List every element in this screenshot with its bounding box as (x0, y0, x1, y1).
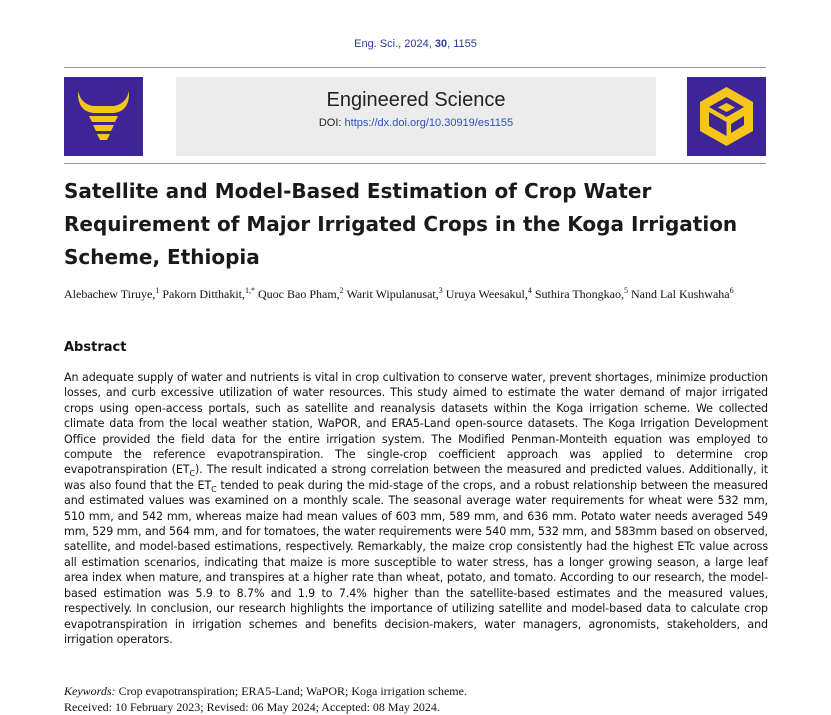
abstract-heading: Abstract (64, 340, 127, 355)
journal-name: Engineered Science (326, 89, 506, 111)
keywords-label: Keywords: (64, 684, 116, 698)
citation-prefix: Eng. Sci., 2024, (354, 38, 432, 50)
keywords-line (64, 683, 768, 699)
received-dates: Received: 10 February 2023; Revised: 06 May 2024; Accepted: 08 May 2024. (64, 700, 440, 714)
doi-label: DOI: (318, 117, 345, 129)
journal-logo-right (687, 77, 766, 156)
subscript-c-2: C (211, 485, 217, 495)
keywords-text: Crop evapotranspiration; ERA5-Land; WaPOR; Koga irrigation scheme. (115, 684, 467, 698)
author-list: Alebachew Tiruye,$^1$ Pakorn Ditthakit,$^{1,*}$ Quoc Bao Pham,$^2$ Warit Wipulanusat,$^3$ Uruya Weesakul,$^4$ Suthira Thongkao,$^5$ Nand Lal Kushwaha$^6$ (64, 286, 734, 301)
doi-link[interactable]: https://dx.doi.org/10.30919/es1155 (344, 117, 514, 129)
citation-volume: 30 (434, 38, 448, 50)
citation-article: , 1155 (447, 38, 477, 50)
subscript-c-1: C (189, 469, 195, 479)
bull-logo-icon (64, 77, 143, 156)
abstract-text-3: tended to peak during the mid-stage of the crops, and a robust relationship between the measured and estimated values was examined on a monthly scale. The seasonal average water requirements for wheat were 532 mm, 510 mm, and 542 mm, whereas maize had mean values of 603 mm, 589 mm, and 636 mm. Potato water needs averaged 549 mm, 529 mm, and 564 mm, and for tomatoes, the water requirements were 540 mm, 532 mm, and 583mm based on observed, satellite, and model-based estimations, respectively. Remarkably, the maize crop consistently had the highest ETc value across all estimation scenarios, indicating that maize is more susceptible to water stress, has a longer growing season, a large leaf area index when mature, and transpires at a higher rate than wheat, potato, and tomato. According to our research, the model-based estimation was 5.9 to 8.7% and 1.9 to 7.4% higher than the satellite-based estimates and the measured values, respectively. In conclusion, our research highlights the importance of utilizing satellite and model-based data to calculate crop evapotranspiration in irrigation schemes and benefits decision-makers, water managers, agronomists, stakeholders, and irrigation operators. (64, 478, 768, 646)
journal-logo-left (64, 77, 143, 156)
es-cube-logo-icon (687, 77, 766, 156)
journal-citation (0, 38, 831, 50)
abstract-text-1: An adequate supply of water and nutrients is vital in crop cultivation to conserve water, prevent shortages, minimize production losses, and curb excessive utilization of water resources. This study aimed to estimate the water demand of major irrigated crops using open-access portals, such as satellite and reanalysis datasets within the Koga irrigation scheme. We collected climate data from the local weather station, WaPOR, and ERA5-Land open-source datasets. The Koga Irrigation Development Office provided the field data for the entire irrigation system. The Modified Penman-Monteith equation was employed to compute the reference evapotranspiration. The single-crop coefficient approach was applied to determine crop evapotranspiration (ET (64, 371, 768, 477)
doi-line (176, 117, 656, 129)
header-rule-bottom (64, 163, 766, 164)
journal-banner (176, 77, 656, 156)
article-title: Satellite and Model-Based Estimation of Crop Water Requirement of Major Irrigated Crops in the Koga Irrigation Scheme, Ethiopia (64, 179, 738, 269)
header-rule-top (64, 67, 766, 68)
abstract-body (64, 370, 768, 647)
abstract-text-2: ). The result indicated a strong correlation between the measured and predicted values. Additionally, it was also found that the ET (64, 463, 768, 492)
